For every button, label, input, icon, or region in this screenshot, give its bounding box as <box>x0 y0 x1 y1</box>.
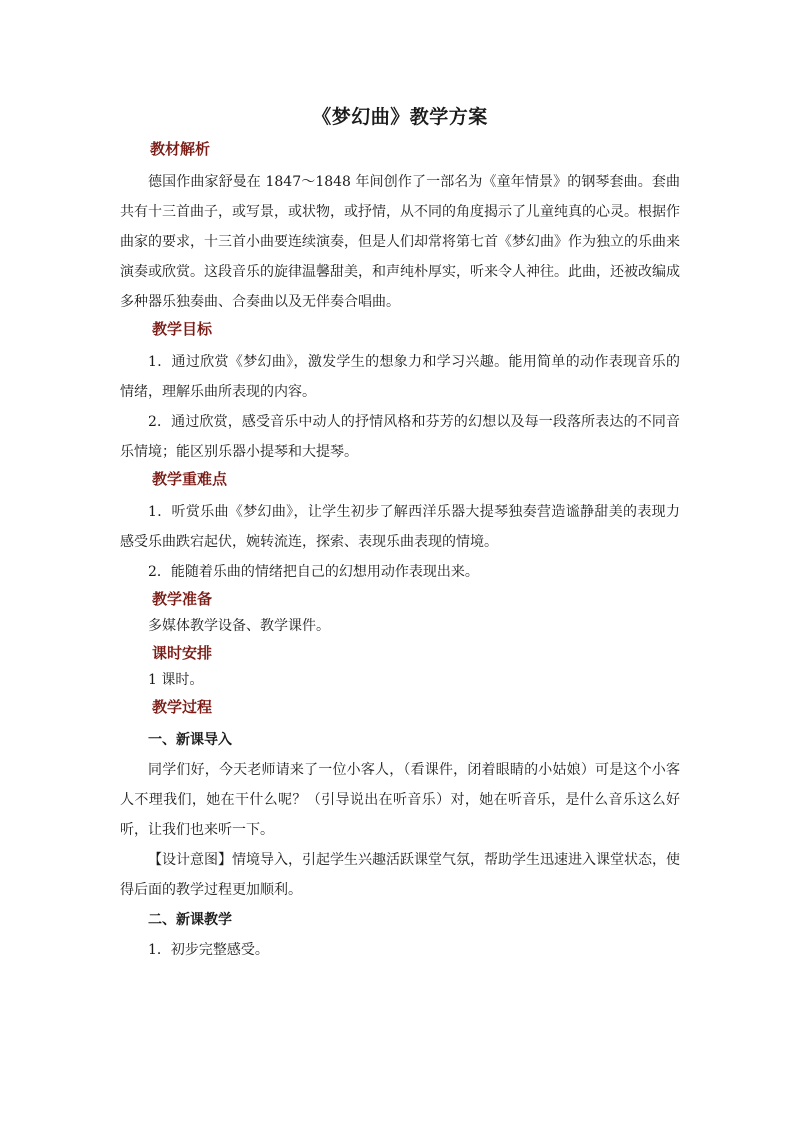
heading-zhongnandian: 教学重难点 <box>152 470 228 488</box>
heading-jiaocai: 教材解析 <box>150 140 211 158</box>
part1-title: 一、新课导入 <box>148 732 232 748</box>
mubiao-item-2: 2．通过欣赏，感受音乐中动人的抒情风格和芬芳的幻想以及每一段落所表达的不同音乐情境；能区别乐器小提琴和大提琴。 <box>120 414 680 460</box>
heading-keshi: 课时安排 <box>152 644 213 662</box>
zhongnandian-item-2: 2．能随着乐曲的情绪把自己的幻想用动作表现出来。 <box>148 564 479 580</box>
document-title: 《梦幻曲》教学方案 <box>312 106 488 128</box>
paragraph-jiaocai: 德国作曲家舒曼在 1847～1848 年间创作了一部名为《童年情景》的钢琴套曲。套曲共有十三首曲子，或写景，或状物，或抒情，从不同的角度揭示了儿童纯真的心灵。根据作曲家的要求，十三首小曲要连续演奏，但是人们却常将第七首《梦幻曲》作为独立的乐曲来演奏或欣赏。这段音乐的旋律温馨甜美，和声纯朴厚实，听来令人神往。此曲，还被改编成多种器乐独奏曲、合奏曲以及无伴奏合唱曲。 <box>120 174 680 310</box>
zhongnandian-item-1: 1．听赏乐曲《梦幻曲》，让学生初步了解西洋乐器大提琴独奏营造谧静甜美的表现力感受乐曲跌宕起伏，婉转流连，探索、表现乐曲表现的情境。 <box>120 504 680 550</box>
design-intent-paragraph: 【设计意图】情境导入，引起学生兴趣活跃课堂气氛，帮助学生迅速进入课堂状态，使得后面的教学过程更加顺利。 <box>120 852 680 898</box>
heading-mubiao: 教学目标 <box>152 320 213 338</box>
document-page <box>120 100 680 965</box>
keshi-text: 1 课时。 <box>148 672 204 688</box>
heading-zhunbei: 教学准备 <box>152 590 213 608</box>
heading-guocheng: 教学过程 <box>152 698 213 716</box>
zhunbei-text: 多媒体教学设备、教学课件。 <box>148 618 330 634</box>
mubiao-item-1: 1．通过欣赏《梦幻曲》，激发学生的想象力和学习兴趣。能用简单的动作表现音乐的情绪，理解乐曲所表现的内容。 <box>120 354 680 400</box>
part2-item-1: 1．初步完整感受。 <box>148 942 269 958</box>
part2-title: 二、新课教学 <box>148 912 232 928</box>
part1-paragraph: 同学们好，今天老师请来了一位小客人，（看课件，闭着眼睛的小姑娘）可是这个小客人不理我们，她在干什么呢？（引导说出在听音乐）对，她在听音乐，是什么音乐这么好听，让我们也来听一下。 <box>120 762 680 838</box>
